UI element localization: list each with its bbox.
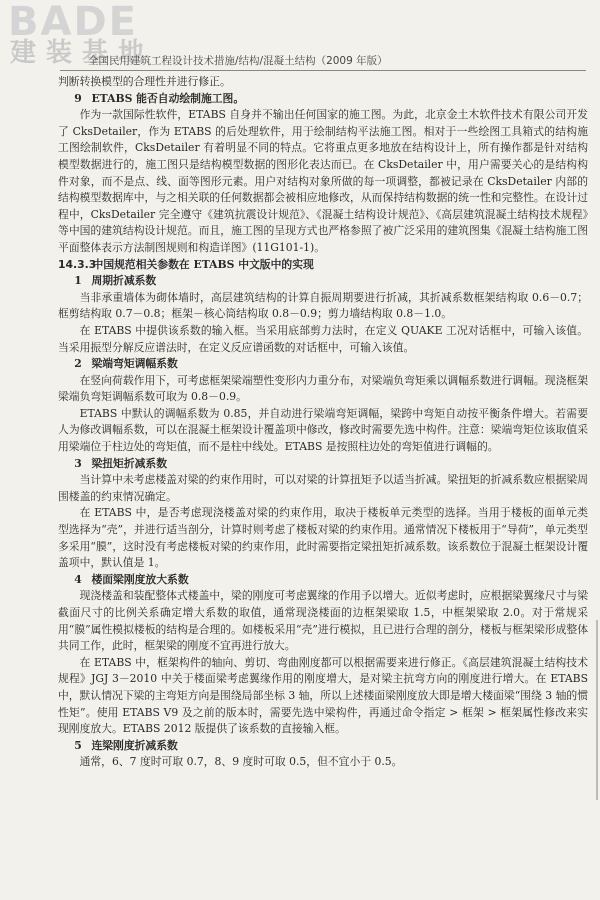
page-edge-shadow bbox=[586, 620, 598, 800]
heading-number: 5 bbox=[74, 738, 82, 752]
heading-number: 14.3.3 bbox=[58, 257, 97, 271]
heading-number: 3 bbox=[74, 456, 82, 470]
heading-text: 梁端弯矩调幅系数 bbox=[91, 357, 178, 371]
heading-text: 中国规范相关参数在 ETABS 中文版中的实现 bbox=[92, 257, 314, 271]
heading-text: 连梁刚度折减系数 bbox=[91, 738, 178, 752]
body-paragraph: 当计算中未考虑楼盖对梁的约束作用时，可以对梁的计算扭矩予以适当折减。梁扭矩的折减系数应根据梁周围楼盖的约束情况确定。 bbox=[58, 473, 588, 503]
subsection-heading bbox=[58, 273, 588, 290]
subsection-heading bbox=[58, 572, 588, 589]
publisher-logo-subtitle: 建装基地 bbox=[10, 38, 155, 68]
body-paragraph: 在 ETABS 中提供该系数的输入框。当采用底部剪力法时，在定义 QUAKE 工况对话框中，可输入该值。当采用振型分解反应谱法时，在定义反应谱函数的对话框中，可输入该值。 bbox=[58, 323, 588, 354]
heading-text: 梁扭矩折减系数 bbox=[91, 456, 168, 470]
body-paragraph: ETABS 中默认的调幅系数为 0.85，并自动进行梁端弯矩调幅，梁跨中弯矩自动按平衡条件增大。若需要人为修改调幅系数，可以在混凝土框架设计覆盖项中修改，修改时需要先选中构件。注意：梁端弯矩位该取值采用梁端位于柱边处的弯矩值，而不是柱中线处。ETABS 是按照柱边处的弯矩值进行调幅的。 bbox=[58, 406, 588, 454]
heading-number: 1 bbox=[74, 274, 82, 288]
subsection-heading bbox=[58, 356, 588, 373]
publisher-logo: BADE bbox=[8, 0, 138, 45]
body-paragraph: 在 ETABS 中，是否考虑现浇楼盖对梁的约束作用，取决于楼板单元类型的选择。当用于楼板的面单元类型选择为“壳”，并进行适当剖分，计算时则考虑了楼板对梁的约束作用。通常情况下楼板用于“导荷”，单元类型多采用“膜”，这时没有考虑楼板对梁的约束作用，此时需要指定梁扭矩折减系数。该系数位于混凝土框架设计覆盖项中，默认值是 1。 bbox=[58, 506, 588, 570]
heading-number: 9 bbox=[74, 91, 82, 105]
body-paragraph: 当非承重墙体为砌体墙时，高层建筑结构的计算自振周期要进行折减，其折减系数框架结构取 0.6－0.7；框剪结构取 0.7－0.8；框架－核心筒结构取 0.8－0.9；剪力墙结构取 0.8－1.0。 bbox=[58, 290, 588, 321]
heading-text: 周期折减系数 bbox=[91, 274, 157, 288]
header-rule bbox=[60, 70, 586, 71]
heading-text: 楼面梁刚度放大系数 bbox=[91, 572, 189, 586]
heading-number: 2 bbox=[74, 357, 82, 371]
body-paragraph: 在 ETABS 中，框架构件的轴向、剪切、弯曲刚度都可以根据需要来进行修正。《高层建筑混凝土结构技术规程》JGJ 3－2010 中关于楼面梁考虑翼缘作用的刚度增大，是对梁主抗弯方向的刚度进行增大。在 ETABS 中，默认情况下梁的主弯矩方向是围绕局部坐标 3 轴，所以上述楼面梁刚度放大即是增大楼面梁“围绕 3 轴的惯性矩”。使用 ETABS V9 及之前的版本时，需要先选中梁构件，再通过命令指定 > 框架 > 框架属性修改来实现刚度放大。ETABS 2012 版提供了该系数的直接输入框。 bbox=[58, 655, 588, 736]
heading-number: 4 bbox=[74, 572, 82, 586]
body-paragraph: 通常，6、7 度时可取 0.7，8、9 度时可取 0.5，但不宜小于 0.5。 bbox=[79, 755, 403, 769]
heading-text: ETABS 能否自动绘制施工图。 bbox=[91, 91, 245, 105]
page-body bbox=[58, 74, 588, 771]
running-header: 全国民用建筑工程设计技术措施/结构/混凝土结构（2009 年版） bbox=[88, 55, 388, 67]
subsection-heading bbox=[58, 91, 588, 108]
body-paragraph: 现浇楼盖和装配整体式楼盖中，梁的刚度可考虑翼缘的作用予以增大。近似考虑时，应根据梁翼缘尺寸与梁截面尺寸的比例关系确定增大系数的取值，通常现浇楼面的边框架梁取 1.5，中框架梁取 2.0。对于常规采用“膜”属性模拟楼板的结构是合理的。如楼板采用“壳”进行模拟，且已进行合理的剖分，楼板与框架梁形成整体共同工作，此时，框架梁的刚度不宜再进行放大。 bbox=[58, 589, 588, 653]
subsection-heading bbox=[58, 738, 588, 755]
body-paragraph: 在竖向荷载作用下，可考虑框架梁端塑性变形内力重分布，对梁端负弯矩乘以调幅系数进行调幅。现浇框架梁端负弯矩调幅系数可取为 0.8－0.9。 bbox=[58, 373, 588, 404]
body-paragraph: 作为一款国际性软件，ETABS 自身并不输出任何国家的施工图。为此，北京金土木软件技术有限公司开发了 CksDetailer，作为 ETABS 的后处理软件，用于绘制结构平法施工图。相对于一些绘图工具箱式的结构施工图绘制软件，CksDetailer 有着明显不同的特点。它将重点更多地放在结构设计上，所有操作都是针对结构模型数据进行的，施工图只是结构模型数据的图形化表达而已。在 CksDetailer 中，用户需要关心的是结构构件对象，而不是点、线、面等图形元素。用户对结构对象所做的每一项调整，都被记录在 CksDetailer 内部的结构模型数据库中，与之相关联的任何数据都会被相应地修改，从而保持结构数据的统一性和完整性。在设计过程中，CksDetailer 完全遵守《建筑抗震设计规范》、《混凝土结构设计规范》、《高层建筑混凝土结构技术规程》等中国的建筑结构设计规范。而且，施工图的呈现方式也严格参照了被广泛采用的建筑图集《混凝土结构施工图平面整体表示方法制图规则和构造详图》(11G101-1)。 bbox=[58, 108, 588, 254]
section-heading bbox=[58, 257, 588, 274]
body-paragraph: 判断转换模型的合理性并进行修正。 bbox=[58, 75, 231, 88]
subsection-heading bbox=[58, 456, 588, 473]
